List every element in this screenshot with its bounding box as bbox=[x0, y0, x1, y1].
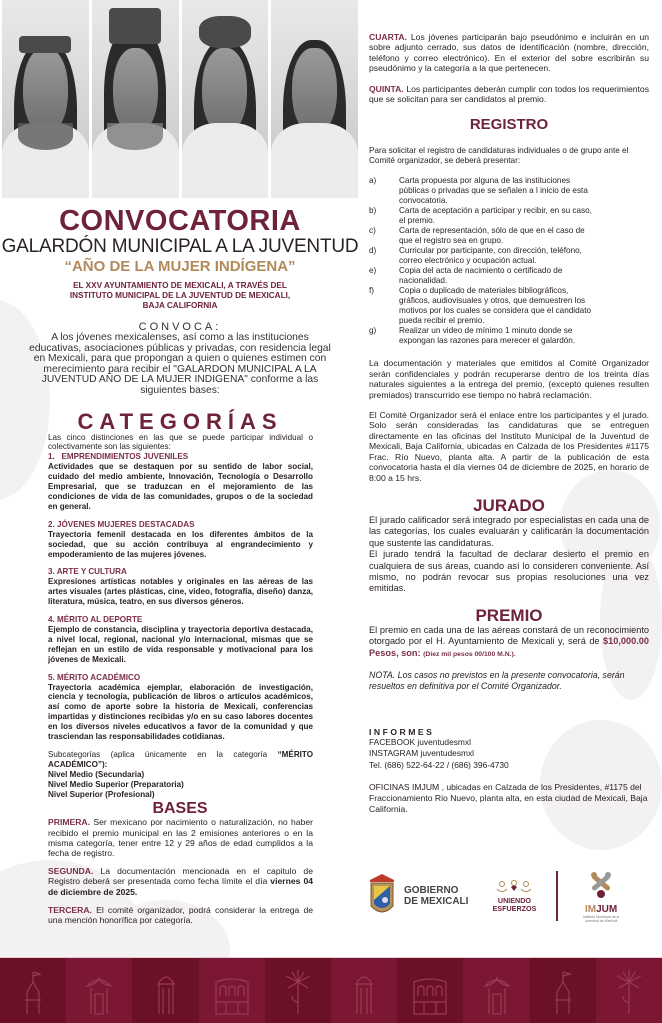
footer-stripe bbox=[463, 958, 529, 1023]
office-address: OFICINAS IMJUM , ubicadas en Calzada de los Presidentes, #1175 del Fraccionamiento Rio Nuevo, planta alta, en esta ciudad de Mexicali, Baja California. bbox=[369, 781, 648, 815]
palm-icon bbox=[278, 968, 318, 1018]
imjum-tagline: Instituto Municipal de la Juventud de Mexicali bbox=[582, 914, 620, 923]
portrait-image bbox=[271, 0, 358, 198]
requirement-item bbox=[369, 176, 649, 206]
uniendo-line-2: ESFUERZOS bbox=[492, 903, 537, 913]
base-label: QUINTA. bbox=[369, 83, 404, 94]
base-item bbox=[369, 84, 649, 105]
gobierno-logo-text bbox=[404, 885, 481, 907]
base-label: PRIMERA. bbox=[48, 817, 91, 828]
category-title: 4. MÉRITO AL DEPORTE bbox=[48, 615, 143, 625]
requirement-text: Copia del acta de nacimiento o certificado de nacionalidad. bbox=[399, 266, 563, 286]
requirement-letter: b) bbox=[369, 206, 377, 216]
base-text: El comité organizador, podrá considerar la entrega de una mención honorífica por categoría. bbox=[48, 904, 313, 926]
portrait-image bbox=[2, 0, 89, 198]
requirement-letter: f) bbox=[369, 286, 375, 296]
bases-heading: BASES bbox=[152, 800, 208, 818]
requirement-text: Carta de representación, sólo de que en el caso de que el registro sea en grupo. bbox=[399, 226, 585, 246]
requirement-item bbox=[369, 286, 649, 326]
subcategory: Nivel Superior (Profesional) bbox=[48, 789, 155, 799]
footer-stripe bbox=[331, 958, 397, 1023]
category-text: Expresiones artísticas notables y originales en las aéreas de las artes visuales (artes plásticas, cine, video, fotografía, diseño) danza, literatura, música, teatro, en sus diversos géneros. bbox=[48, 577, 313, 607]
footer-stripe bbox=[199, 958, 265, 1023]
imjum-logo bbox=[576, 870, 626, 923]
category-text: Ejemplo de constancia, disciplina y trayectoria deportiva destacada, a nivel local, regional, nacional y/o internacional, mismas que se reflejan en un estilo de vida responsable y motivacional para los jóvenes de Mexicali. bbox=[48, 624, 313, 664]
footer-stripe bbox=[530, 958, 596, 1023]
portrait-image bbox=[182, 0, 269, 198]
subcategories-intro-text: Subcategorías (aplica únicamente en la categoría bbox=[48, 749, 268, 759]
jurado-heading: JURADO bbox=[473, 495, 545, 515]
divider bbox=[556, 871, 558, 921]
requirement-letter: e) bbox=[369, 266, 377, 276]
categorias-body bbox=[0, 433, 360, 800]
pagoda-icon bbox=[477, 968, 517, 1018]
requirement-letter: d) bbox=[369, 246, 377, 256]
palm-icon bbox=[609, 968, 649, 1018]
water-tower-icon bbox=[344, 968, 384, 1018]
base-text: Ser mexicano por nacimiento o naturalización, no haber recibido el premio municipal en las 2 emisiones anteriores o en la misma categoría, tener entre 12 y 29 años de edad cumplidos a la fecha de registro. bbox=[48, 817, 313, 859]
base-item bbox=[48, 866, 313, 897]
requirement-text: Copia o duplicado de materiales bibliográficos, gráficos, audiovisuales y otros, que demuestren los motivos por los cuales se considera que el candidato pueda recibir el premio. bbox=[399, 286, 592, 326]
requirement-text: Realizar un video de mínimo 1 minuto donde se expongan las razones para merecer el galardón. bbox=[399, 326, 576, 346]
base-text: La documentación mencionada en el capitulo de Registro deberá ser presentada como fecha límite el día bbox=[48, 866, 313, 887]
category-title: 1. EMPRENDIMIENTOS JUVENILES bbox=[48, 452, 189, 462]
registro-heading: REGISTRO bbox=[469, 116, 549, 134]
subcategories-intro bbox=[48, 750, 313, 770]
requirement-letter: g) bbox=[369, 326, 377, 336]
bases-body bbox=[0, 817, 360, 925]
people-heart-icon bbox=[494, 880, 534, 896]
requirement-text: Carta de aceptación a participar y recibir, en su caso, el premio. bbox=[399, 206, 592, 226]
gobierno-line-1: GOBIERNO bbox=[404, 885, 459, 896]
imjum-name-b: JUM bbox=[596, 903, 618, 915]
water-tower-icon bbox=[146, 968, 186, 1018]
logos-bar bbox=[366, 866, 626, 926]
base-item bbox=[369, 32, 649, 74]
premio-heading: PREMIO bbox=[475, 605, 543, 625]
premio-amount-words: (Diez mil pesos 00/100 M.N.). bbox=[423, 650, 516, 658]
category-text: Trayectoria femenil destacada en los diferentes ámbitos de la sociedad, que su acción contribuya al engrandecimiento y empoderamiento de las mujeres jóvenes. bbox=[48, 529, 313, 559]
left-column bbox=[0, 198, 360, 925]
categorias-heading: CATEGORÍAS bbox=[77, 408, 283, 434]
page-title: CONVOCATORIA bbox=[59, 205, 301, 237]
gobierno-line-2: DE MEXICALI bbox=[404, 896, 469, 907]
premio-description: El premio en cada una de las aéreas constará de un reconocimiento otorgado por el H. Ayuntamiento de Mexicali y, será de bbox=[369, 624, 649, 647]
mexicali-coat-of-arms-logo bbox=[366, 872, 398, 920]
phone-numbers: Tel. (686) 522-64-22 / (686) 396-4730 bbox=[369, 759, 509, 770]
base-label: CUARTA. bbox=[369, 32, 408, 42]
premio-amount: $10,000.00 Pesos, son: bbox=[369, 636, 649, 658]
portrait-image bbox=[92, 0, 179, 198]
base-label: TERCERA. bbox=[48, 904, 92, 915]
instagram-link[interactable]: INSTAGRAM juventudesmxl bbox=[369, 748, 475, 759]
category-text: Actividades que se destaquen por su sentido de labor social, cuidado del medio ambiente, Innovación, Tecnología o Desarrollo Empresarial, que se traduzcan en el mejoramiento de las condiciones de vida de las comunidades, grupos o de la sociedad en general. bbox=[48, 462, 313, 511]
arched-building-icon bbox=[410, 968, 450, 1018]
category-title: 3. ARTE Y CULTURA bbox=[48, 567, 127, 577]
footer-stripe bbox=[132, 958, 198, 1023]
imjum-emblem-icon bbox=[586, 870, 616, 900]
subcategories-intro-bold: “MÉRITO ACADÉMICO”): bbox=[48, 749, 313, 769]
requirement-letter: a) bbox=[369, 176, 377, 186]
registro-intro: Para solicitar el registro de candidaturas individuales o de grupo ante el Comité organizador, se deberá presentar: bbox=[369, 146, 629, 166]
arched-building-icon bbox=[212, 968, 252, 1018]
base-text: Los jóvenes participarán bajo pseudónimo e incluirán en un sobre adjunto cerrado, sus datos de identificación (nombre, dirección, teléfono y correo electrónico). En el exterior del sobre escribirán su pseudónimo y la categoría a la que pertenecen. bbox=[369, 32, 650, 74]
requirement-letter: c) bbox=[369, 226, 376, 236]
registro-paragraph: La documentación y materiales que emitidos al Comité Organizador serán confidenciales y podrán recuperarse dentro de los treinta días naturales siguientes a la entrega del premio, (excepto quienes resulten premiados) transcurrido ese tiempo no habrá reclamación. bbox=[369, 358, 649, 400]
registro-paragraph: El Comité Organizador será el enlace entre los participantes y el jurado. Solo serán consideradas las candidaturas que se entreguen directamente en las oficinas del Instituto Municipal de la Juventud de Mexicali, Baja California, ubicadas en Calzada de los Presidentes #1175 Frac. Río Nuevo, planta alta. A partir de la publicación de esta convocatoria hasta el día viernes 04 de diciembre de 2025, en horario de 8:00 a 15 hrs. bbox=[369, 410, 649, 483]
facebook-link[interactable]: FACEBOOK juventudesmxl bbox=[369, 736, 471, 747]
page-subtitle: GALARDÓN MUNICIPAL A LA JUVENTUD bbox=[1, 236, 359, 257]
footer-stripe bbox=[66, 958, 132, 1023]
uniendo-esfuerzos-logo bbox=[487, 880, 543, 912]
category-title: 5. MÉRITO ACADÉMICO bbox=[48, 672, 141, 682]
right-column bbox=[369, 0, 649, 816]
requirement-item bbox=[369, 226, 649, 246]
pagoda-icon bbox=[79, 968, 119, 1018]
categorias-intro: Las cinco distinciones en las que se puede participar individual o colectivamente son las siguientes: bbox=[48, 432, 313, 452]
tower-icon bbox=[13, 968, 53, 1018]
base-text: Los participantes deberán cumplir con todos los requerimientos que se solicitan para ser candidatos al premio. bbox=[369, 83, 650, 105]
requirements-list bbox=[369, 176, 649, 346]
category-text: Trayectoria académica ejemplar, elaboración de investigación, ciencia y tecnología, publicación de libros o artículos académicos, así como de aporte sobre la historia de Mexicali, conferencias impartidas y distinciones recibidas y/o en su caso labores docentes en los diversos niveles educativos a favor de la comunidad y que trasciendan las responsabilidades cotidianas. bbox=[48, 682, 313, 742]
footer-stripe bbox=[0, 958, 66, 1023]
uniendo-line-1: UNIENDO bbox=[497, 895, 532, 905]
convoca-heading: CONVOCA: bbox=[138, 321, 222, 333]
footer-band bbox=[0, 957, 662, 1023]
requirement-item bbox=[369, 326, 649, 346]
subcategory: Nivel Medio (Secundaria) bbox=[48, 769, 145, 779]
footer-stripe bbox=[596, 958, 662, 1023]
portraits-banner bbox=[0, 0, 360, 198]
tower-icon bbox=[543, 968, 583, 1018]
jurado-paragraph: El jurado tendrá la facultad de declarar desierto el premio en cualquiera de sus áreas, cuando así lo consideren conveniente. Así mismo, no podrán revocar sus propias resoluciones una vez emitidas. bbox=[369, 549, 649, 594]
base-deadline: viernes 04 de diciembre de 2025. bbox=[48, 876, 313, 897]
convoca-text: A los jóvenes mexicalenses, así como a las instituciones educativas, asociaciones públicas y privadas, con residencia legal en Mexicali, para que propongan a quien o quienes estimen con merecimiento para recibir el "GALARDON MUNICIPAL A LA JUVENTUD AÑO DE LA MUJER INDIGENA" conforme a las siguientes bases: bbox=[29, 332, 331, 396]
subcategory: Nivel Medio Superior (Preparatoria) bbox=[48, 779, 184, 789]
nota: NOTA. Los casos no previstos en la presente convocatoria, serán resueltos en definitiva por el Comité Organizador. bbox=[369, 669, 625, 691]
base-label: SEGUNDA. bbox=[48, 866, 94, 877]
requirement-text: Carta propuesta por alguna de las instituciones públicas o privadas que se señalen a l inicio de esta convocatoria. bbox=[399, 176, 588, 206]
jurado-paragraph: El jurado calificador será integrado por especialistas en cada una de las categorías, los cuales evaluarán y calificarán la documentación que sustente las candidaturas. bbox=[369, 514, 649, 548]
imjum-name-a: IM bbox=[584, 903, 597, 915]
requirement-item bbox=[369, 246, 649, 266]
issuer: EL XXV AYUNTAMIENTO DE MEXICALI, A TRAVÉS DEL INSTITUTO MUNICIPAL DE LA JUVENTUD DE MEXICALI, BAJA CALIFORNIA bbox=[69, 281, 291, 310]
informes-heading: INFORMES bbox=[369, 726, 435, 737]
requirement-text: Curricular por participante, con dirección, teléfono, correo electrónico y ocupación actual. bbox=[399, 246, 582, 266]
year-name: “AÑO DE LA MUJER INDÍGENA” bbox=[64, 258, 296, 275]
category-title: 2. JÓVENES MUJERES DESTACADAS bbox=[48, 519, 195, 529]
footer-stripe bbox=[265, 958, 331, 1023]
base-item bbox=[48, 905, 313, 925]
base-item bbox=[48, 817, 313, 858]
requirement-item bbox=[369, 266, 649, 286]
footer-stripe bbox=[397, 958, 463, 1023]
imjum-name bbox=[576, 905, 626, 915]
requirement-item bbox=[369, 206, 649, 226]
premio-text bbox=[369, 625, 649, 660]
